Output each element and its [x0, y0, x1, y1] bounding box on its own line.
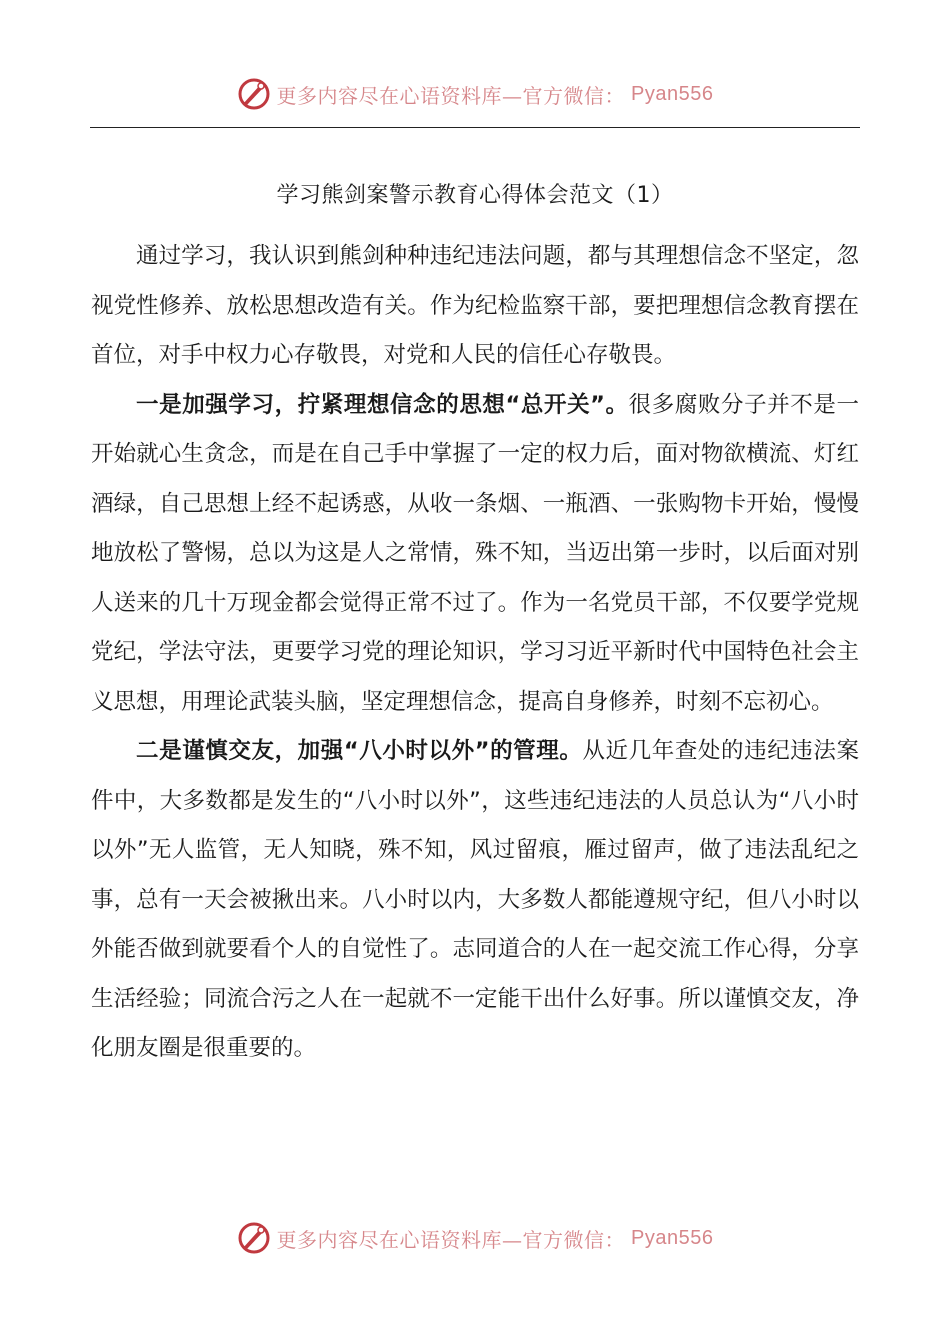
paragraph-text: 通过学习，我认识到熊剑种种违纪违法问题，都与其理想信念不坚定，忽视党性修养、放松思想改造有关。作为纪检监察干部，要把理想信念教育摆在首位，对手中权力心存敬畏，对党和人民的信任心存敬畏。 — [91, 243, 859, 368]
document-title: 学习熊剑案警示教育心得体会范文（1） — [276, 183, 674, 208]
paragraph — [91, 232, 859, 381]
paragraph-lead: 二是谨慎交友，加强“八小时以外”的管理。 — [136, 738, 583, 764]
pen-logo-icon — [237, 77, 271, 111]
banner-text: 更多内容尽在心语资料库—官方微信： — [276, 1227, 626, 1252]
pen-logo-icon — [237, 1221, 271, 1255]
paragraph-text: 很多腐败分子并不是一开始就心生贪念，而是在自己手中掌握了一定的权力后，面对物欲横流、灯红酒绿，自己思想上经不起诱惑，从收一条烟、一瓶酒、一张购物卡开始，慢慢地放松了警惕，总以为这是人之常情，殊不知，当迈出第一步时，以后面对别人送来的几十万现金都会觉得正常不过了。作为一名党员干部，不仅要学党规党纪，学法守法，更要学习党的理论知识，学习习近平新时代中国特色社会主义思想，用理论武装头脑，坚定理想信念，提高自身修养，时刻不忘初心。 — [91, 391, 859, 715]
paragraph — [91, 727, 859, 1074]
paragraph-text: 从近几年查处的违纪违法案件中，大多数都是发生的“八小时以外”，这些违纪违法的人员总认为“八小时以外”无人监管，无人知晓，殊不知，风过留痕，雁过留声，做了违法乱纪之事，总有一天会被揪出来。八小时以内，大多数人都能遵规守纪，但八小时以外能否做到就要看个人的自觉性了。志同道合的人在一起交流工作心得，分享生活经验；同流合污之人在一起就不一定能干出什么好事。所以谨慎交友，净化朋友圈是很重要的。 — [91, 738, 859, 1061]
banner-wechat-id: Pyan556 — [631, 82, 714, 105]
header-divider — [90, 127, 860, 128]
document-body — [91, 232, 859, 1074]
header-watermark-banner — [0, 72, 950, 116]
banner-wechat-id: Pyan556 — [631, 1226, 714, 1249]
paragraph — [91, 381, 859, 728]
paragraph-lead: 一是加强学习，拧紧理想信念的思想“总开关”。 — [136, 391, 629, 418]
footer-watermark-banner — [0, 1216, 950, 1260]
banner-text: 更多内容尽在心语资料库—官方微信： — [276, 83, 626, 108]
